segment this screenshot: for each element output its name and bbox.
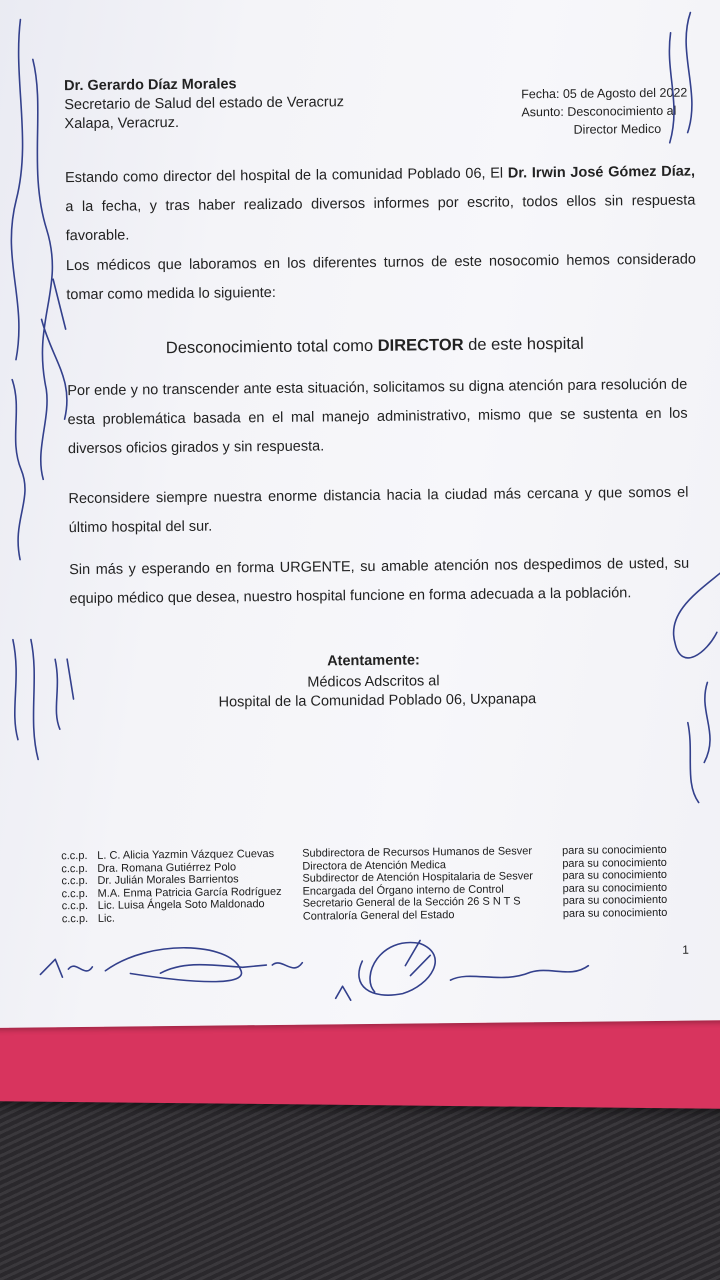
ccp-purpose: para su conocimiento	[562, 843, 667, 857]
margin-signature	[668, 13, 692, 143]
ccp-prefix-col	[61, 850, 88, 925]
margin-signature	[41, 279, 67, 419]
margin-signature	[9, 20, 25, 360]
recipient-position: Secretario de Salud del estado de Veracruz	[64, 94, 345, 114]
page-number: 1	[682, 942, 689, 957]
ccp-name-col	[97, 848, 282, 925]
paragraph-request: Por ende y no transcender ante esta situación, solicitamos su digna atención para resolución de esta problemática basada en el mal manejo administrativo, mismo que se sustenta en los diversos oficios girados y sin respuesta.	[67, 376, 688, 458]
letter-subject: Asunto: Desconocimiento al	[521, 103, 677, 120]
ccp-purpose: para su conocimiento	[562, 906, 668, 920]
main-statement-text-b: de este hospital	[463, 334, 584, 354]
ccp-prefix: c.c.p.	[61, 912, 89, 925]
ccp-purpose: para su conocimiento	[562, 856, 667, 870]
paragraph-closing: Sin más y esperando en forma URGENTE, su amable atención nos despedimos de usted, su equipo médico que desea, nuestro hospital funcione en forma adecuada a la población.	[69, 555, 690, 608]
closing-signers-line1: Médicos Adscritos al	[307, 673, 440, 691]
letter-subject-continued: Director Medico	[573, 121, 662, 137]
ccp-name: Dra. Romana Gutiérrez Polo	[97, 860, 237, 875]
ccp-prefix: c.c.p.	[61, 849, 88, 863]
margin-signature	[55, 659, 74, 729]
ccp-prefix: c.c.p.	[61, 862, 88, 875]
recipient-name: Dr. Gerardo Díaz Morales	[64, 76, 237, 95]
ccp-prefix: c.c.p.	[61, 899, 89, 913]
ccp-name: Lic.	[97, 912, 116, 925]
ccp-role: Secretario General de la Sección 26 S N T S	[302, 895, 521, 910]
ccp-role: Encargada del Órgano interno de Control	[302, 883, 504, 898]
paragraph-measure: Los médicos que laboramos en los diferentes turnos de este nosocomio hemos considerado tomar como medida lo siguiente:	[65, 251, 697, 304]
ccp-name: L. C. Alicia Yazmin Vázquez Cuevas	[97, 847, 275, 862]
margin-signature	[33, 59, 55, 479]
ccp-prefix: c.c.p.	[61, 874, 88, 888]
ccp-name: M.A. Enma Patricia García Rodríguez	[97, 885, 282, 900]
ccp-purpose-col	[562, 844, 667, 920]
bottom-signature	[335, 942, 436, 1000]
main-statement-text-a: Desconocimiento total como	[165, 336, 378, 358]
ccp-role: Subdirectora de Recursos Humanos de Sesver	[302, 845, 533, 860]
bottom-signature	[40, 947, 241, 983]
paragraph-intro-text-b: a la fecha, y tras haber realizado diversos informes por escrito, todos ellos sin respuesta favorable.	[65, 192, 696, 245]
ccp-prefix: c.c.p.	[61, 887, 88, 900]
closing-salutation: Atentamente:	[327, 652, 420, 670]
ccp-purpose: para su conocimiento	[562, 893, 668, 907]
margin-signature	[13, 639, 38, 759]
paragraph-intro	[65, 158, 696, 252]
bottom-signature	[405, 939, 588, 981]
ccp-role: Contraloría General del Estado	[302, 908, 455, 923]
letter-date: Fecha: 05 de Agosto del 2022	[521, 85, 688, 102]
ccp-name: Lic. Luisa Ángela Soto Maldonado	[97, 898, 265, 912]
ccp-role-col	[302, 845, 533, 922]
closing-signers-line2: Hospital de la Comunidad Poblado 06, Uxpanapa	[218, 691, 537, 711]
margin-signature	[687, 682, 710, 802]
margin-signature	[12, 380, 26, 560]
main-statement-emphasis: DIRECTOR	[377, 335, 464, 355]
director-name: Dr. Irwin José Gómez Díaz,	[507, 163, 696, 182]
recipient-city: Xalapa, Veracruz.	[64, 114, 180, 133]
ccp-role: Directora de Atención Medica	[302, 858, 447, 873]
paragraph-distance: Reconsidere siempre nuestra enorme distancia hacia la ciudad más cercana y que somos el último hospital del sur.	[68, 484, 689, 537]
paragraph-intro-text-a: Estando como director del hospital de la comunidad Poblado 06, El	[64, 165, 508, 187]
ccp-name: Dr. Julián Morales Barrientos	[97, 873, 239, 887]
main-statement	[166, 334, 584, 359]
bottom-signature	[160, 963, 302, 973]
ccp-purpose: para su conocimiento	[562, 868, 668, 882]
ccp-purpose: para su conocimiento	[562, 881, 668, 895]
dark-fabric-background	[0, 1085, 720, 1280]
ccp-role: Subdirector de Atención Hospitalaria de Sesver	[302, 870, 534, 885]
